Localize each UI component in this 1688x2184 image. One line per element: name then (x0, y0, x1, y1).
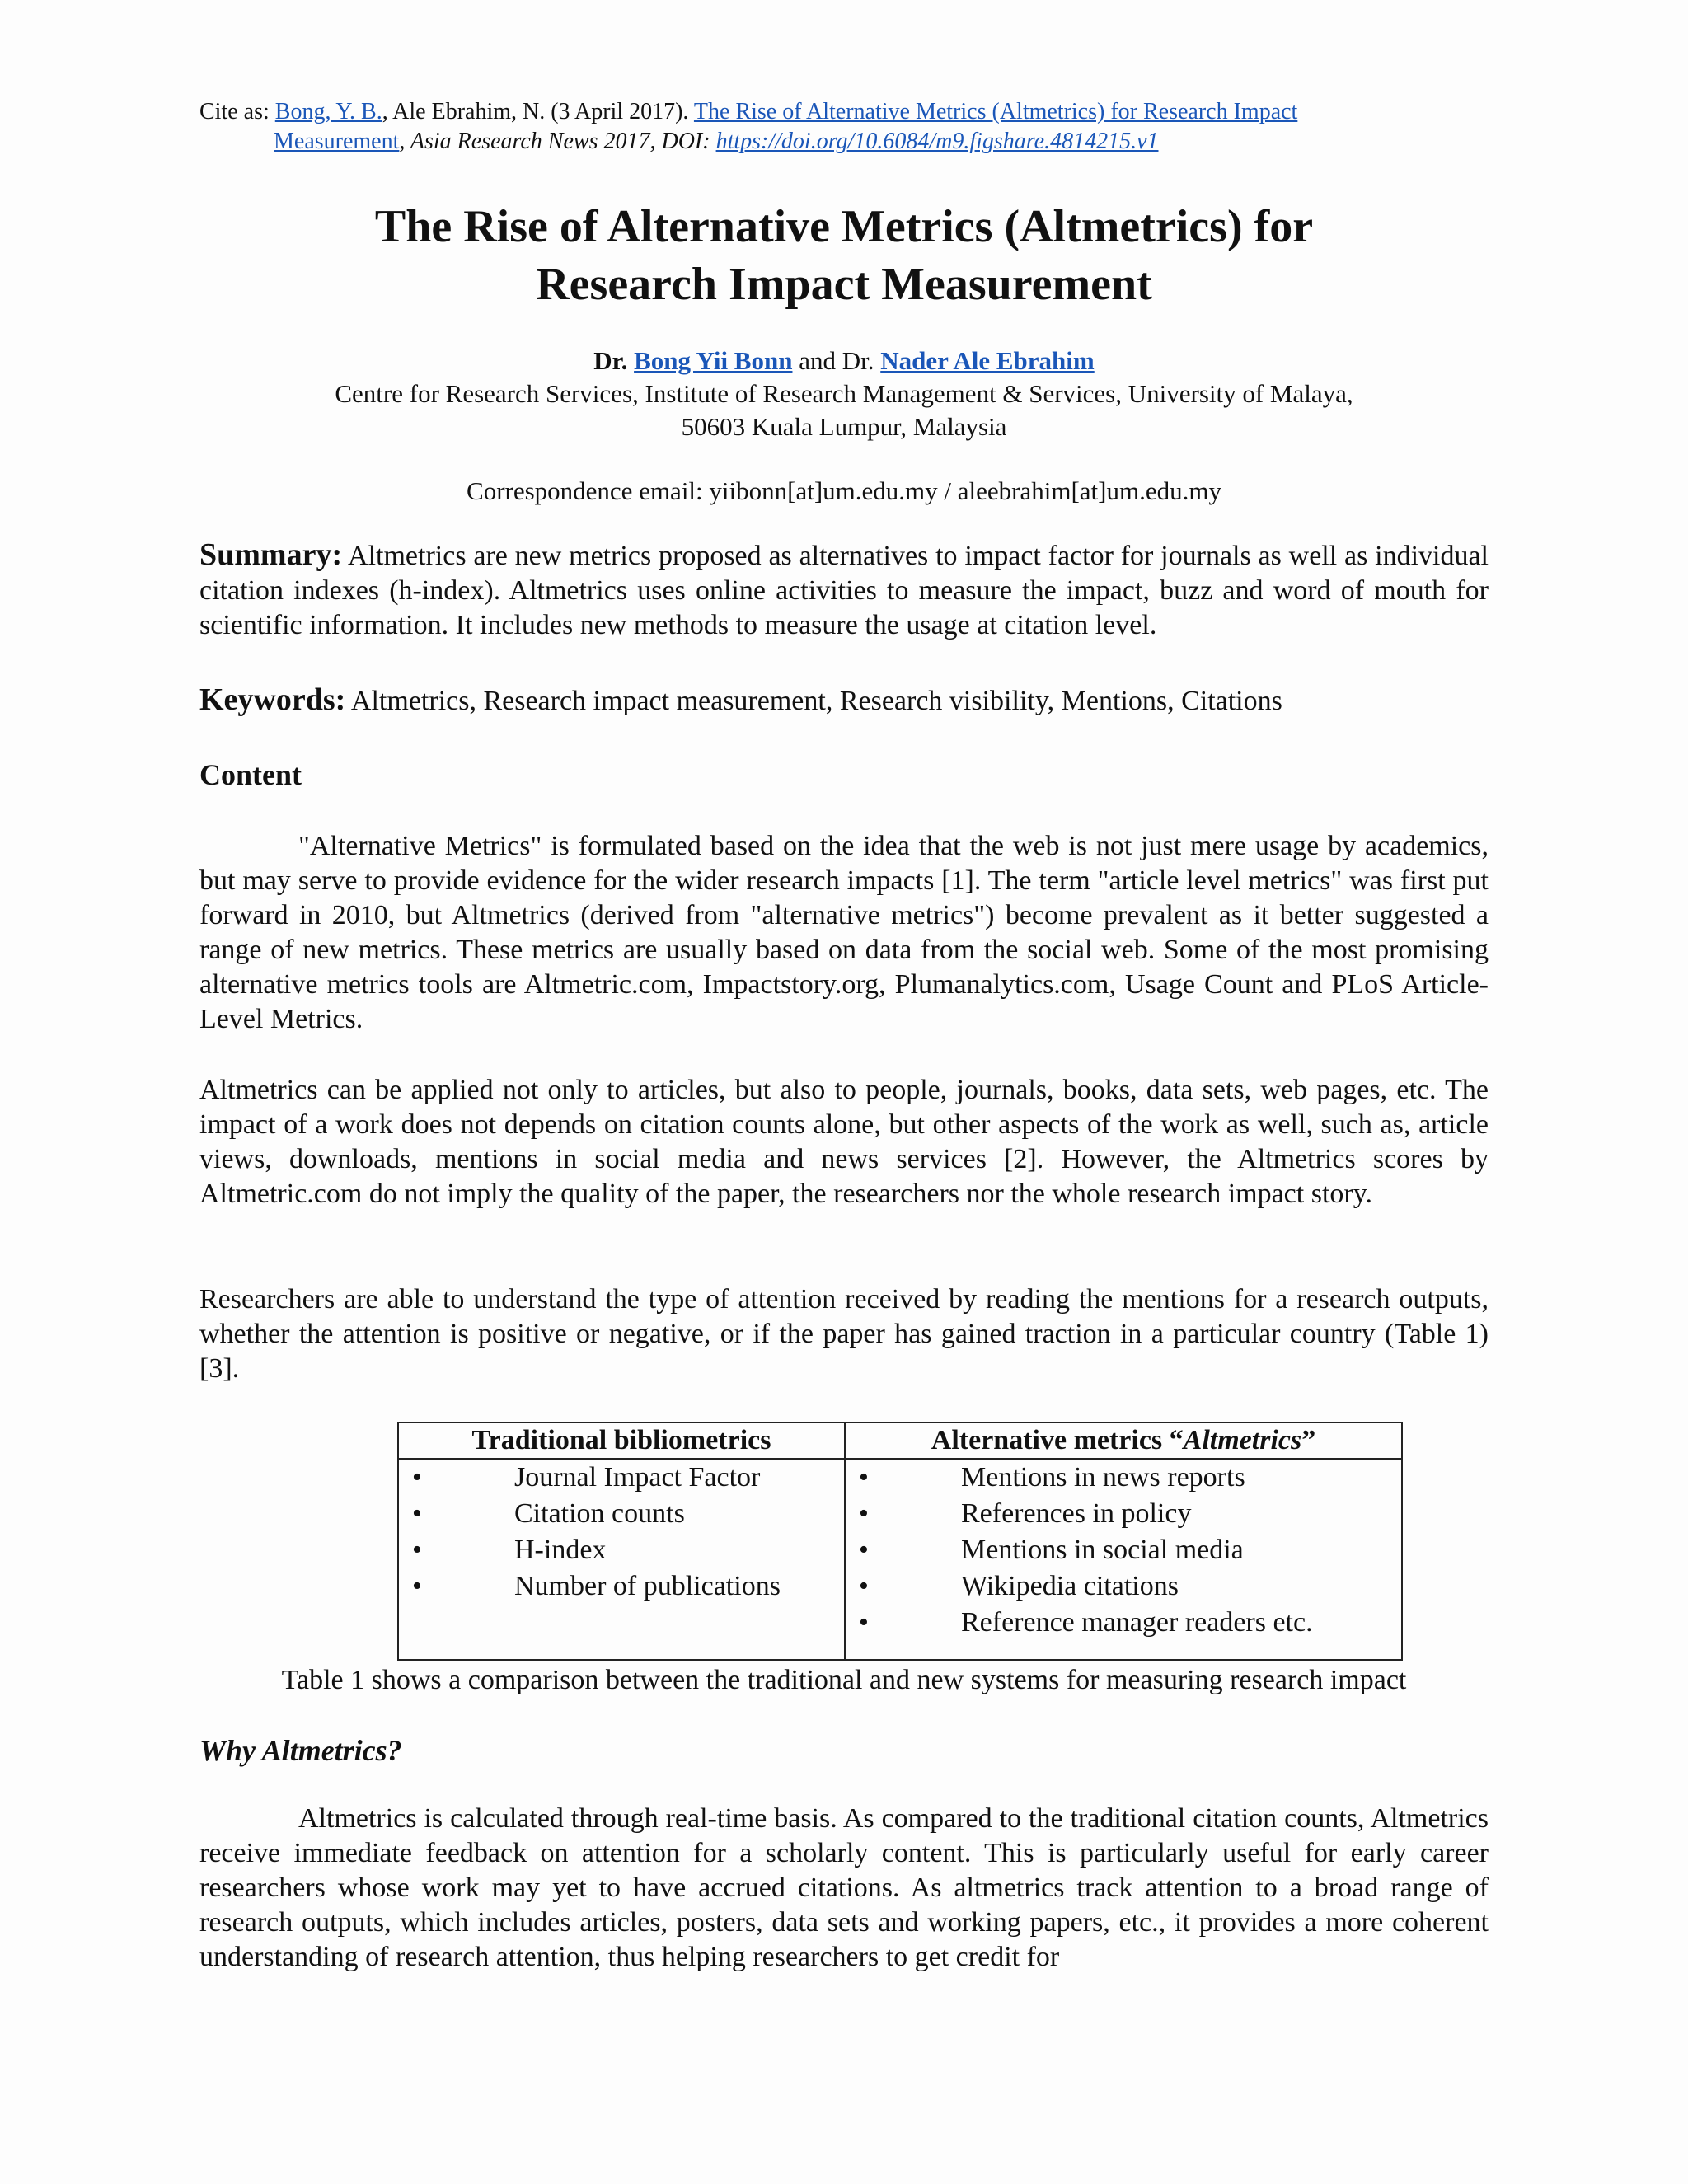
keywords-text: Altmetrics, Research impact measurement, Research visibility, Mentions, Citations (345, 686, 1282, 716)
col2-header-italic: Altmetrics (1183, 1425, 1302, 1455)
altmetrics-cell (845, 1459, 1402, 1660)
cite-author-link[interactable]: Bong, Y. B. (274, 99, 382, 124)
affiliation-line2: 50603 Kuala Lumpur, Malaysia (681, 412, 1007, 441)
cite-line2 (199, 127, 1502, 157)
cite-title-link-part1[interactable]: The Rise of Alternative Metrics (Altmetrics) for Research Impact (693, 99, 1298, 124)
list-item: • H-index (407, 1532, 836, 1568)
body-paragraph-2: Altmetrics can be applied not only to articles, but also to people, journals, books, data sets, web pages, etc. The impact of a work does not depends on citation counts alone, but other aspects of the work as well, such as, article views, downloads, mentions in social media and news services [2]. However, the Altmetrics scores by Altmetric.com do not imply the quality of the paper, the researchers nor the whole research impact story. (199, 1075, 1489, 1209)
summary-text: Altmetrics are new metrics proposed as alternatives to impact factor for journals as well as individual citation indexes (h-index). Altmetrics uses online activities to measure the impact, buzz and word of mouth for scientific information. It includes new methods to measure the usage at citation level. (199, 541, 1489, 640)
title-line2: Research Impact Measurement (536, 259, 1152, 310)
summary-paragraph (199, 537, 1489, 643)
author-block (199, 344, 1489, 443)
cite-prefix: Cite as: (199, 99, 275, 124)
citation-block (199, 97, 1502, 157)
why-altmetrics-heading: Why Altmetrics? (199, 1734, 402, 1767)
traditional-list (407, 1460, 836, 1605)
title-line1: The Rise of Alternative Metrics (Altmetrics) for (374, 201, 1314, 252)
content-heading: Content (199, 758, 302, 791)
cite-journal: , Asia Research News 2017, DOI: (399, 129, 716, 154)
byline-and: and Dr. (792, 346, 881, 375)
col2-header-prefix: Alternative metrics “ (931, 1425, 1184, 1455)
list-item: • Journal Impact Factor (407, 1460, 836, 1496)
cite-doi-link[interactable]: https://doi.org/10.6084/m9.figshare.4814215.v1 (715, 129, 1159, 154)
list-item: • Mentions in social media (854, 1532, 1393, 1568)
col2-header-suffix: ” (1301, 1425, 1316, 1455)
table-body-row (398, 1459, 1402, 1660)
keywords-label: Keywords: (199, 682, 346, 717)
altmetrics-list (854, 1460, 1393, 1641)
list-item: • Citation counts (407, 1496, 836, 1532)
author-link-ebrahim[interactable]: Nader Ale Ebrahim (880, 346, 1095, 375)
comparison-table (397, 1422, 1403, 1661)
table-caption: Table 1 shows a comparison between the traditional and new systems for measuring research impact (281, 1665, 1407, 1695)
byline (199, 344, 1489, 377)
table-header-altmetrics (845, 1422, 1402, 1459)
list-item: • Number of publications (407, 1568, 836, 1605)
traditional-cell (398, 1459, 845, 1660)
table-header-traditional: Traditional bibliometrics (398, 1422, 845, 1459)
affiliation-line1: Centre for Research Services, Institute of Research Management & Services, University of Malaya, (335, 379, 1353, 408)
cite-mid: , Ale Ebrahim, N. (3 April 2017). (382, 99, 694, 124)
summary-label: Summary: (199, 537, 343, 572)
list-item: • Wikipedia citations (854, 1568, 1393, 1605)
list-item: • Mentions in news reports (854, 1460, 1393, 1496)
table-header-row (398, 1422, 1402, 1459)
keywords-paragraph (199, 682, 1489, 719)
cite-title-link-part2[interactable]: Measurement (274, 129, 400, 154)
author-link-bong[interactable]: Bong Yii Bonn (634, 346, 793, 375)
list-item: • Reference manager readers etc. (854, 1605, 1393, 1641)
why-altmetrics-paragraph: Altmetrics is calculated through real-time basis. As compared to the traditional citation counts, Altmetrics receive immediate feedback on attention for a scholarly content. This is particularly useful for early career researchers whose work may yet to have accrued citations. As altmetrics track attention to a broad range of research outputs, which includes articles, posters, data sets and working papers, etc., it provides a more coherent understanding of research attention, thus helping researchers to get credit for (199, 1803, 1489, 1972)
body-paragraph-1: "Alternative Metrics" is formulated based on the idea that the web is not just mere usage by academics, but may serve to provide evidence for the wider research impacts [1]. The term "article level metrics" was first put forward in 2010, but Altmetrics (derived from "alternative metrics") become prevalent as it better suggested a range of new metrics. These metrics are usually based on data from the social web. Some of the most promising alternative metrics tools are Altmetric.com, Impactstory.org, Plumanalytics.com, Usage Count and PLoS Article-Level Metrics. (199, 831, 1489, 1034)
page-title (199, 198, 1489, 313)
body-paragraph-3: Researchers are able to understand the type of attention received by reading the mentions for a research outputs, whether the attention is positive or negative, or if the paper has gained traction in a particular country (Table 1) [3]. (199, 1284, 1489, 1384)
list-item: • References in policy (854, 1496, 1393, 1532)
correspondence-email: Correspondence email: yiibonn[at]um.edu.my / aleebrahim[at]um.edu.my (467, 476, 1221, 505)
dr-prefix-1: Dr. (593, 346, 635, 375)
